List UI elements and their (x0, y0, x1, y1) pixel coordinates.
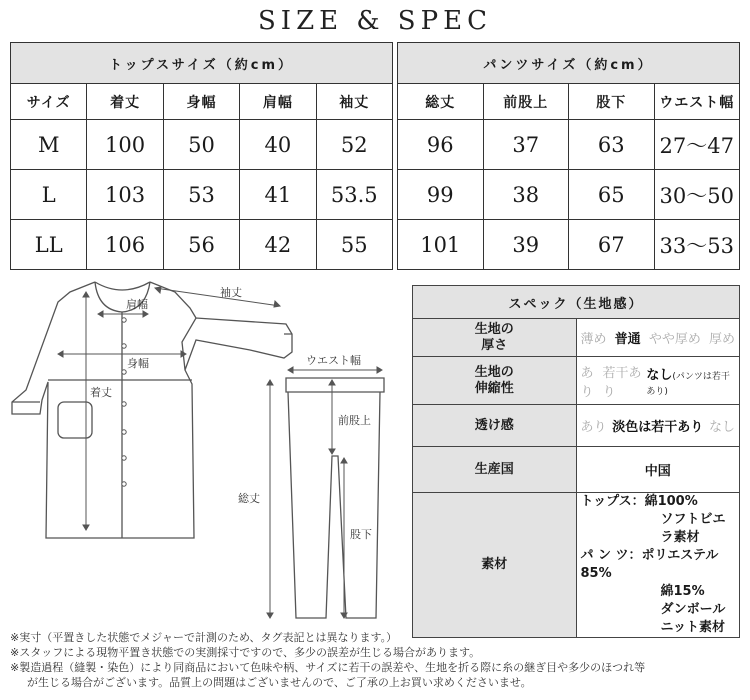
spec-table (412, 285, 740, 638)
spec-option: なし (708, 420, 735, 435)
spec-origin-value: 中国 (576, 447, 740, 493)
table-cell: 41 (240, 170, 316, 220)
footnote: ※スタッフによる現物平置き状態での実測採寸ですので、多少の誤差が生じる場合があります。 (10, 646, 481, 659)
table-cell: 99 (398, 170, 484, 220)
tops-size-table (10, 42, 393, 270)
spec-option: あり (580, 420, 607, 435)
table-cell: 52 (316, 120, 392, 170)
col-length: 着丈 (87, 84, 163, 120)
table-cell: 39 (483, 220, 569, 270)
spec-label-material: 素材 (413, 493, 577, 638)
col-size: サイズ (11, 84, 87, 120)
pocket-shape (58, 402, 92, 438)
table-row (11, 220, 393, 270)
spec-option-selected: なし(パンツは若干あり) (646, 367, 730, 397)
table-cell: 33〜53 (654, 220, 740, 270)
footnote: ※製造過程（縫製・染色）により同商品において色味や柄、サイズに若干の誤差や、生地を折る際に糸の継ぎ目や多少のほつれ等 (10, 661, 646, 674)
label-sleeve: 袖丈 (220, 286, 242, 299)
spec-option: 薄め (580, 332, 607, 347)
tops-heading: トップスサイズ（約cm） (11, 43, 393, 84)
spec-row-stretch (413, 357, 740, 405)
table-row (11, 170, 393, 220)
col-total-length: 総丈 (398, 84, 484, 120)
page-title: SIZE & SPEC (258, 6, 492, 36)
col-rise: 前股上 (483, 84, 569, 120)
spec-row-origin (413, 447, 740, 493)
footnotes (10, 630, 745, 690)
spec-label-origin: 生産国 (413, 447, 577, 493)
table-cell: 55 (316, 220, 392, 270)
col-waist: ウエスト幅 (654, 84, 740, 120)
spec-option: やや厚め (648, 332, 701, 347)
col-body-width: 身幅 (163, 84, 239, 120)
table-cell: 30〜50 (654, 170, 740, 220)
spec-option-selected: 淡色は若干あり (612, 420, 704, 435)
col-shoulder: 肩幅 (240, 84, 316, 120)
table-cell: 101 (398, 220, 484, 270)
spec-row-thickness (413, 319, 740, 357)
table-cell: 53 (163, 170, 239, 220)
label-total-length: 総丈 (238, 492, 260, 505)
table-cell: 65 (569, 170, 655, 220)
pants-size-table (397, 42, 740, 270)
spec-option-selected: 普通 (614, 332, 641, 347)
size-table (10, 42, 740, 270)
table-cell: 50 (163, 120, 239, 170)
table-row (398, 120, 740, 170)
table-cell: 100 (87, 120, 163, 170)
table-cell: 103 (87, 170, 163, 220)
table-cell: 67 (569, 220, 655, 270)
size-label: LL (11, 220, 87, 270)
table-row (398, 170, 740, 220)
label-body-width: 身幅 (127, 357, 149, 370)
table-cell: 42 (240, 220, 316, 270)
spec-label-stretch: 生地の 伸縮性 (413, 357, 577, 405)
label-rise: 前股上 (338, 414, 371, 427)
spec-row-sheer (413, 405, 740, 447)
spec-material-value: トップス：綿100% ソフトビエラ素材 パ ン ツ：ポリエステル85% 綿15% ダンボールニット素材 (576, 493, 740, 638)
table-cell: 27〜47 (654, 120, 740, 170)
table-row (11, 120, 393, 170)
spec-option: あり (580, 365, 594, 400)
table-cell: 38 (483, 170, 569, 220)
spec-heading: スペック（生地感） (413, 286, 740, 319)
label-length: 着丈 (90, 386, 112, 399)
spec-label-thickness: 生地の 厚さ (413, 319, 577, 357)
spec-option: 厚め (708, 332, 735, 347)
table-row (398, 220, 740, 270)
footnote: ※実寸（平置きした状態でメジャーで計測のため、タグ表記とは異なります。） (10, 631, 398, 644)
spec-option: 若干あり (602, 365, 642, 400)
size-label: L (11, 170, 87, 220)
col-inseam: 股下 (569, 84, 655, 120)
spec-label-sheer: 透け感 (413, 405, 577, 447)
pants-heading: パンツサイズ（約cm） (398, 43, 740, 84)
table-cell: 53.5 (316, 170, 392, 220)
table-cell: 37 (483, 120, 569, 170)
size-label: M (11, 120, 87, 170)
table-cell: 96 (398, 120, 484, 170)
cuff-shape (12, 334, 292, 402)
label-waist: ウエスト幅 (306, 354, 361, 367)
table-cell: 56 (163, 220, 239, 270)
footnote: が生じる場合がございます。品質上の問題はございませんので、ご了承の上お買い求めくださいませ。 (27, 676, 532, 689)
col-sleeve: 袖丈 (316, 84, 392, 120)
table-cell: 106 (87, 220, 163, 270)
label-shoulder: 肩幅 (126, 298, 148, 311)
table-cell: 40 (240, 120, 316, 170)
spec-row-material (413, 493, 740, 638)
garment-diagram (0, 272, 410, 632)
table-cell: 63 (569, 120, 655, 170)
label-inseam: 股下 (350, 528, 372, 541)
